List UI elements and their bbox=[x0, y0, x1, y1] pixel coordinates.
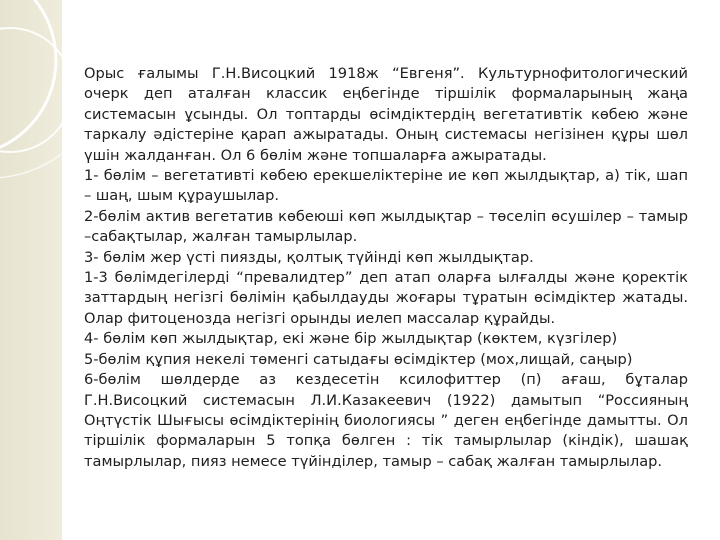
paragraph-section-2: 2-бөлім актив вегетатив көбеюші көп жылдықтар – төселіп өсушілер – тамыр –сабақтылар, жалған тамырлылар. bbox=[84, 207, 688, 246]
paragraph-sections-1-3: 1-3 бөлімдегілерді “превалидтер” деп атап оларға ылғалды және қоректік заттардың негізгі бөлімін қабылдауды жоғары тұратын өсімдіктер жатады. Олар фитоценозда негізгі орынды иелеп массалар құрайды. bbox=[84, 269, 688, 327]
paragraph-intro: Орыс ғалымы Г.Н.Висоцкий 1918ж “Евгеня”. Культурнофитологический очерк деп аталған классик еңбегінде тіршілік формаларының жаңа системасын ұсынды. Ол топтарды өсімдіктердің вегетативтік көбею және таркалу әдістеріне қарап ажыратады. Оның системасы негізінен құры шөл үшін жалданған. Ол 6 бөлім және топшаларға ажыратады. bbox=[84, 65, 688, 164]
text-body bbox=[84, 64, 688, 472]
ring-large bbox=[0, 0, 56, 156]
paragraph-section-4: 4- бөлім көп жылдықтар, екі және бір жылдықтар (көктем, күзгілер) bbox=[84, 330, 618, 348]
paragraph-section-3: 3- бөлім жер үсті пиязды, қолтық түйінді көп жылдықтар. bbox=[84, 248, 534, 266]
paragraph-section-6: 6-бөлім шөлдерде аз кездесетін ксилофиттер (п) ағаш, бұталар Г.Н.Висоцкий системасын Л.И.Казакеевич (1922) дамытып “Россияның Оңтүстік Шығысы өсімдіктерінің биологиясы ” деген еңбегінде дамытты. Ол тіршілік формаларын 5 топқа бөлген : тік тамырлылар (кіндік), шашақ тамырлылар, пияз немесе түйінділер, тамыр – сабақ жалған тамырлылар. bbox=[84, 371, 688, 470]
paragraph-section-1: 1- бөлім – вегетативті көбею ерекшеліктеріне ие көп жылдықтар, а) тік, шап – шаң, шым құраушылар. bbox=[84, 167, 688, 205]
paragraph-section-5: 5-бөлім құпия некелі төменгі сатыдағы өсімдіктер (мох,лищай, саңыр) bbox=[84, 350, 633, 368]
